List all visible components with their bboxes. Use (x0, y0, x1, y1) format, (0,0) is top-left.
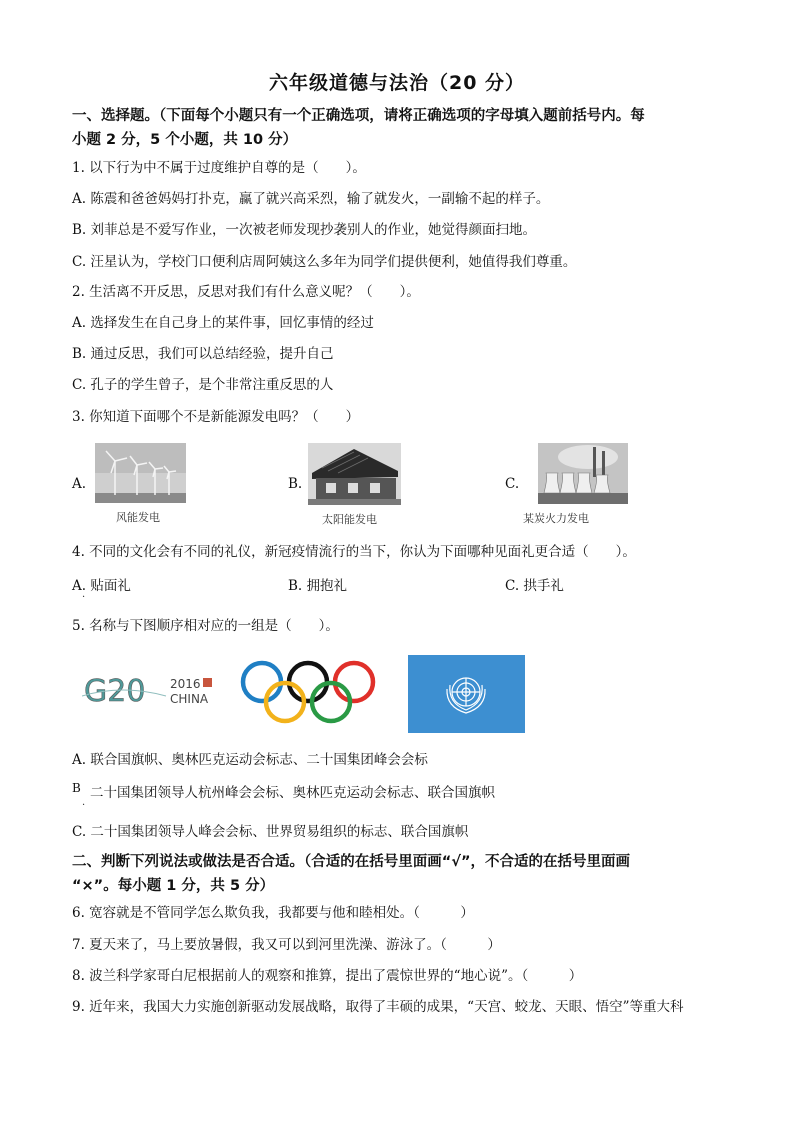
q3-caption-a: 风能发电 (116, 511, 160, 524)
q5-option-b-letter: B (72, 781, 81, 795)
stray-dot-2: · (82, 800, 86, 811)
section1-heading-line2: 小题 2 分，5 个小题，共 10 分） (72, 132, 298, 148)
q3-option-a-letter: A. (72, 476, 87, 492)
q3-caption-b: 太阳能发电 (322, 513, 377, 526)
q7-statement: 7. 夏天来了，马上要放暑假，我又可以到河里洗澡、游泳了。（ ） (72, 937, 501, 953)
section1-heading-line1: 一、选择题。（下面每个小题只有一个正确选项，请将正确选项的字母填入题前括号内。每 (72, 108, 645, 124)
section2-heading-line1: 二、判断下列说法或做法是否合适。（合适的在括号里面画“√”，不合适的在括号里面画 (72, 854, 630, 870)
wind-power-image (95, 443, 186, 503)
g20-logo-country: CHINA (170, 692, 209, 706)
section2-heading (72, 850, 722, 898)
q3-option-b-letter: B. (288, 476, 303, 492)
coal-power-image (538, 443, 628, 504)
stray-dot: · (82, 592, 86, 603)
q4-option-a: A. 贴面礼 (72, 578, 131, 594)
q2-option-a: A. 选择发生在自己身上的某件事，回忆事情的经过 (72, 315, 374, 331)
q4-option-c: C. 拱手礼 (505, 578, 564, 594)
q9-statement: 9. 近年来，我国大力实施创新驱动发展战略，取得了丰硕的成果，“天宫、蛟龙、天眼、悟空”等重大科 (72, 999, 684, 1015)
page-title: 六年级道德与法治（20 分） (268, 72, 526, 94)
un-flag (408, 655, 525, 733)
q5-option-a: A. 联合国旗帜、奥林匹克运动会标志、二十国集团峰会会标 (72, 752, 428, 768)
q5-option-c: C. 二十国集团领导人峰会会标、世界贸易组织的标志、联合国旗帜 (72, 824, 469, 840)
section2-heading-line2: “×”。每小题 1 分，共 5 分） (72, 878, 275, 894)
olympic-rings-logo (238, 660, 378, 726)
q1-stem: 1. 以下行为中不属于过度维护自尊的是（ ）。 (72, 160, 366, 176)
q2-option-b: B. 通过反思，我们可以总结经验，提升自己 (72, 346, 334, 362)
q8-statement: 8. 波兰科学家哥白尼根据前人的观察和推算，提出了震惊世界的“地心说”。（ ） (72, 968, 583, 984)
q4-option-b: B. 拥抱礼 (288, 578, 348, 594)
q4-stem: 4. 不同的文化会有不同的礼仪，新冠疫情流行的当下，你认为下面哪种见面礼更合适（ ）。 (72, 544, 636, 560)
q1-option-b: B. 刘菲总是不爱写作业，一次被老师发现抄袭别人的作业，她觉得颜面扫地。 (72, 222, 537, 238)
solar-power-image (308, 443, 401, 505)
q6-statement: 6. 宽容就是不管同学怎么欺负我，我都要与他和睦相处。（ ） (72, 905, 474, 921)
q5-option-b: 二十国集团领导人杭州峰会会标、奥林匹克运动会标志、联合国旗帜 (90, 785, 495, 801)
q1-option-c: C. 汪星认为，学校门口便利店周阿姨这么多年为同学们提供便利，她值得我们尊重。 (72, 254, 577, 270)
g20-logo (82, 668, 222, 712)
q3-stem: 3. 你知道下面哪个不是新能源发电吗？（ ） (72, 409, 360, 425)
g20-logo-text: G20 (84, 674, 146, 709)
q1-option-a: A. 陈震和爸爸妈妈打扑克，赢了就兴高采烈，输了就发火，一副输不起的样子。 (72, 191, 550, 207)
q3-option-c-letter: C. (505, 476, 520, 492)
q3-caption-c: 某炭火力发电 (523, 512, 589, 525)
q5-stem: 5. 名称与下图顺序相对应的一组是（ ）。 (72, 618, 339, 634)
g20-logo-year: 2016 (170, 677, 201, 691)
q2-stem: 2. 生活离不开反思，反思对我们有什么意义呢？（ ）。 (72, 284, 420, 300)
section1-heading (72, 104, 722, 152)
q2-option-c: C. 孔子的学生曾子，是个非常注重反思的人 (72, 377, 334, 393)
